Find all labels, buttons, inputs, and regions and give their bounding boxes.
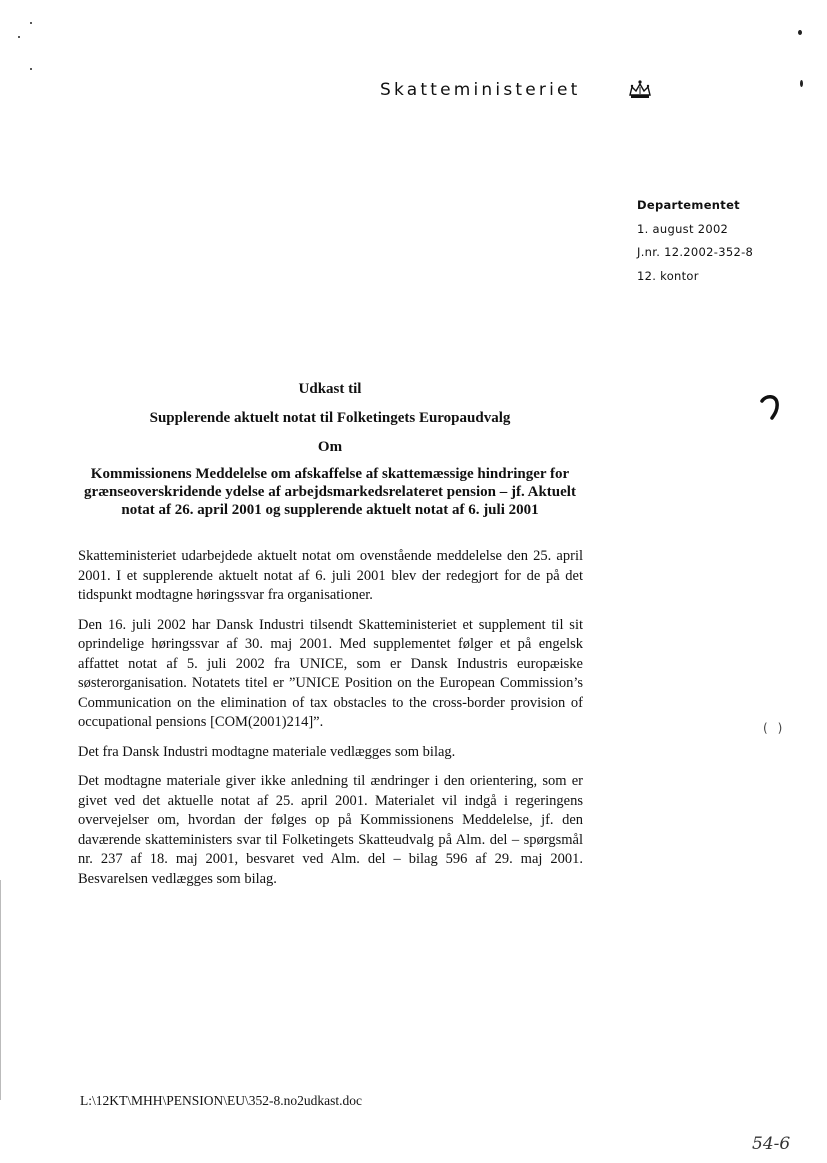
handwritten-page-number: 54-6	[752, 1134, 791, 1154]
journal-number: J.nr. 12.2002-352-8	[637, 245, 754, 259]
paragraph: Skatteministeriet udarbejdede aktuelt notat om ovenstående meddelelse den 25. april 2001. I et supplerende aktuelt notat af 6. juli 2001 blev der redegjort for de på det tidspunkt modtagne høringssvar fra organisationer.	[78, 548, 583, 603]
scan-dot	[798, 30, 802, 35]
heading-title: Kommissionens Meddelelse om afskaffelse af skattemæssige hindringer for grænseoverskridende ydelse af arbejdsmarkedsrelateret pension – jf. Aktuelt notat af 26. april 2001 og supplerende aktuelt notat af 6. juli 2001	[84, 466, 576, 518]
paragraph: Det fra Dansk Industri modtagne materiale vedlægges som bilag.	[78, 743, 456, 760]
department-label: Departementet	[637, 198, 740, 212]
scan-mark-icon	[758, 393, 782, 421]
scan-dot	[30, 22, 32, 24]
scan-dot	[800, 80, 803, 87]
body-text	[78, 547, 583, 899]
paragraph: Den 16. juli 2002 har Dansk Industri tilsendt Skatteministeriet et supplement til sit oprindelige høringssvar af 30. maj 2001. Med supplementet følger et på engelsk affattet notat af 5. juli 2002 fra UNICE, som er Dansk Industris europæiske søsterorganisation. Notatets titel er ”UNICE Position on the European Commission’s Communication on the elimination of tax obstacles to the cross-border provision of occupational pensions [COM(2001)214]”.	[78, 616, 583, 730]
heading-draft: Udkast til	[298, 381, 362, 397]
scan-dot	[30, 68, 32, 70]
document-date: 1. august 2002	[637, 221, 729, 236]
document-info	[637, 194, 753, 288]
file-path: L:\12KT\MHH\PENSION\EU\352-8.no2udkast.doc	[80, 1093, 362, 1108]
scan-edge-line	[0, 880, 1, 1100]
office-label: 12. kontor	[637, 268, 699, 283]
ministry-name: Skatteministeriet	[380, 80, 581, 100]
heading-subject: Supplerende aktuelt notat til Folketingets Europaudvalg	[149, 410, 511, 426]
crown-icon	[627, 78, 653, 102]
heading-om: Om	[317, 439, 343, 455]
paragraph: Det modtagne materiale giver ikke anledning til ændringer i den orientering, som er givet ved det aktuelle notat af 25. april 2001. Materialet vil indgå i regeringens overvejelser om, hvordan der følges op på Kommissionens Meddelelse, jf. den daværende skatteministers svar til Folketingets Skatteudvalg på Alm. del – spørgsmål nr. 237 af 18. maj 2001, besvaret ved Alm. del – bilag 596 af 29. maj 2001. Besvarelsen vedlægges som bilag.	[78, 773, 583, 887]
scan-mark: ()	[763, 721, 793, 735]
scan-dot	[18, 36, 20, 38]
